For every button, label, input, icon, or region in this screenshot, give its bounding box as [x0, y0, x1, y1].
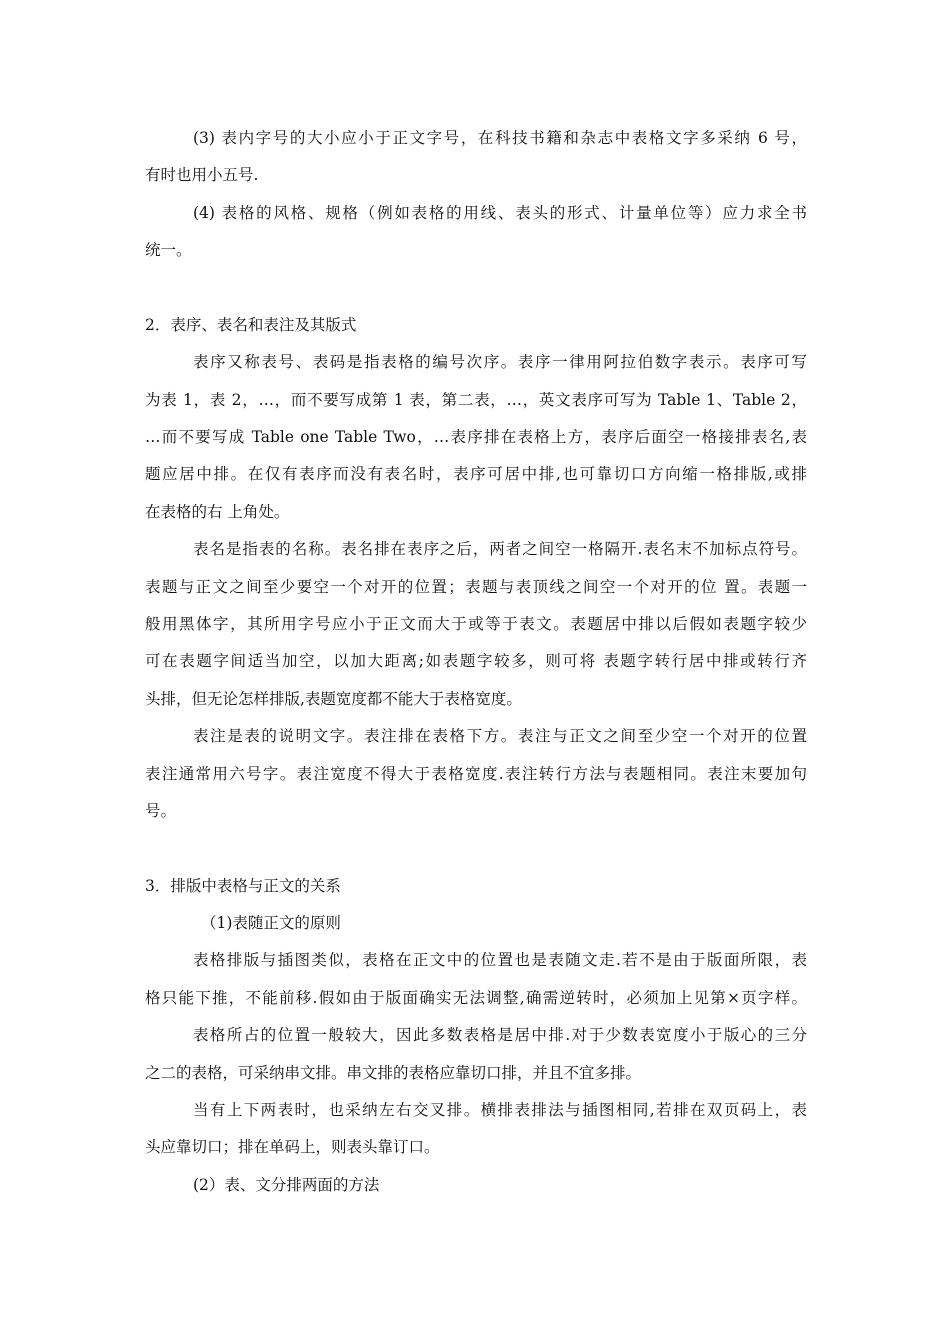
- s2-p1-line-1: 表序又称表号、表码是指表格的编号次序。表序一律用阿拉伯数字表示。表序可写: [193, 353, 807, 371]
- s3-subheading-2: (2）表、文分排两面的方法: [193, 1176, 380, 1194]
- s2-p2-line-3: 般用黑体字，其所用字号应小于正文而大于或等于表文。表题居中排以后假如表题字较少: [145, 615, 807, 633]
- section-2-heading: 2．表序、表名和表注及其版式: [145, 316, 357, 334]
- item-4-line-2: 统一。: [145, 241, 192, 259]
- s2-p3-line-2: 表注通常用六号字。表注宽度不得大于表格宽度.表注转行方法与表题相同。表注末要加句: [145, 765, 807, 783]
- s2-p2-line-4: 可在表题字间适当加空，以加大距离;如表题字较多，则可将 表题字转行居中排或转行齐: [145, 652, 807, 670]
- s3-p2-line-2: 之二的表格，可采纳串文排。串文排的表格应靠切口排，并且不宜多排。: [145, 1064, 642, 1082]
- s2-p2-line-2: 表题与正文之间至少要空一个对开的位置；表题与表顶线之间空一个对开的位 置。表题一: [145, 578, 807, 596]
- s2-p1-line-4: 题应居中排。在仅有表序而没有表名时，表序可居中排,也可靠切口方向缩一格排版,或排: [145, 465, 807, 483]
- s3-subheading-1: （1)表随正文的原则: [201, 914, 341, 932]
- s2-p1-line-2: 为表 1，表 2，…，而不要写成第 1 表，第二表，…，英文表序可写为 Table 1、Table 2，: [145, 391, 807, 409]
- s2-p2-line-5: 头排，但无论怎样排版,表题宽度都不能大于表格宽度。: [145, 690, 522, 708]
- s3-p1-line-1: 表格排版与插图类似，表格在正文中的位置也是表随文走.若不是由于版面所限，表: [193, 951, 807, 969]
- item-3-line-1: (3) 表内字号的大小应小于正文字号，在科技书籍和杂志中表格文字多采纳 6 号，: [193, 129, 807, 147]
- item-3-line-2: 有时也用小五号.: [145, 166, 259, 184]
- section-3-heading: 3．排版中表格与正文的关系: [145, 877, 341, 895]
- s2-p1-line-5: 在表格的右 上角处。: [145, 503, 290, 521]
- s2-p3-line-1: 表注是表的说明文字。表注排在表格下方。表注与正文之间至少空一个对开的位置: [193, 727, 807, 745]
- s2-p1-line-3: …而不要写成 Table one Table Two，…表序排在表格上方，表序后面空一格接排表名,表: [145, 428, 807, 446]
- item-4-line-1: (4) 表格的风格、规格（例如表格的用线、表头的形式、计量单位等）应力求全书: [193, 204, 807, 222]
- s3-p3-line-1: 当有上下两表时，也采纳左右交叉排。横排表排法与插图相同,若排在双页码上，表: [193, 1101, 807, 1119]
- s3-p1-line-2: 格只能下推，不能前移.假如由于版面确实无法调整,确需逆转时，必须加上见第×页字样。: [145, 989, 807, 1007]
- s3-p2-line-1: 表格所占的位置一般较大，因此多数表格是居中排.对于少数表宽度小于版心的三分: [193, 1026, 807, 1044]
- s2-p2-line-1: 表名是指表的名称。表名排在表序之后，两者之间空一格隔开.表名末不加标点符号。: [193, 540, 807, 558]
- s2-p3-line-3: 号。: [145, 802, 177, 820]
- s3-p3-line-2: 头应靠切口；排在单码上，则表头靠订口。: [145, 1138, 440, 1156]
